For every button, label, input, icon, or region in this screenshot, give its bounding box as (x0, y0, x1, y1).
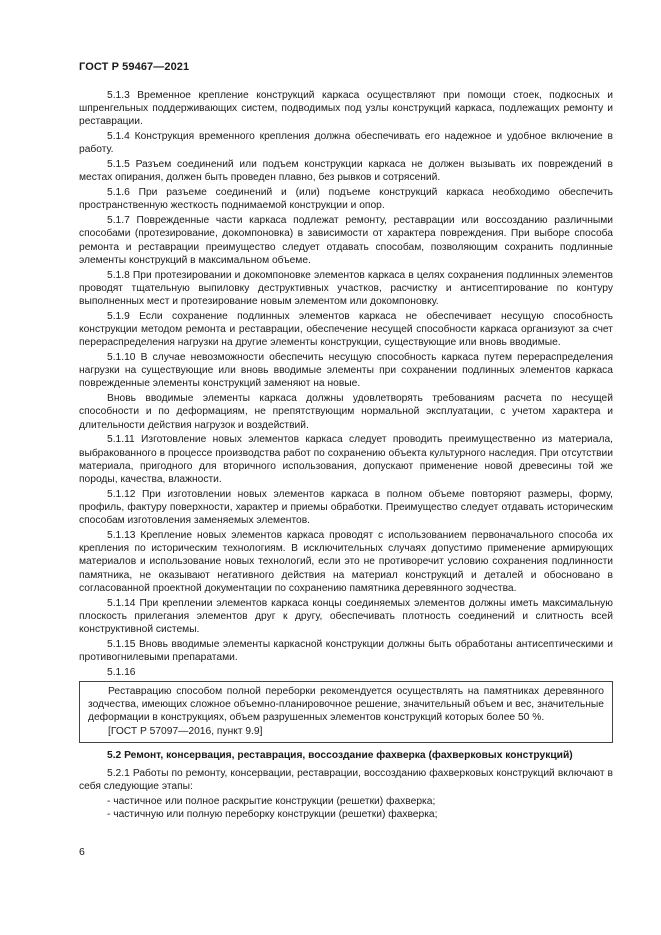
paragraph-5-1-11: 5.1.11 Изготовление новых элементов каркаса следует проводить преимущественно из материала, выбракованного в процессе производства работ по сохранению объекта культурного наследия. При отсутствии материала, пригодного для вторичного использования, допускают применение новой древесины той же породы, качества, влажности. (79, 434, 613, 486)
section-title-5-2: 5.2 Ремонт, консервация, реставрация, воссоздание фахверка (фахверковых конструкций) (107, 749, 573, 761)
list-item: - частичную или полную переборку конструкции (решетки) фахверка; (107, 809, 438, 821)
paragraph-new-elements: Вновь вводимые элементы каркаса должны удовлетворять требованиям расчета по несущей способности и по деформациям, не препятствующим нормальной эксплуатации, с учетом характера и длительности действия нагрузок и воздействий. (79, 393, 613, 431)
paragraph-5-1-13: 5.1.13 Крепление новых элементов каркаса проводят с использованием первоначального способа их крепления по историческим технологиям. В исключительных случаях допустимо применение армирующих материалов и использование новых технологий, если это не противоречит условию сохранения подлинности памятника, не оказывают негативного действия на материал конструкций и деталей и обосновано в согласованной проектной документации по сохранению памятника деревянного зодчества. (79, 530, 613, 594)
paragraph-5-1-4: 5.1.4 Конструкция временного крепления должна обеспечивать его надежное и удобное включение в работу. (79, 131, 613, 156)
paragraph-5-1-9: 5.1.9 Если сохранение подлинных элементов каркаса не обеспечивает несущую способность конструкции методом ремонта и реставрации, обеспечение несущей способности каркаса организуют за счет перераспределения нагрузки на другие элементы конструкции, существующие или вновь вводимые. (79, 310, 613, 349)
note-reference: [ГОСТ Р 57097—2016, пункт 9.9] (108, 725, 263, 737)
paragraph-5-1-8: 5.1.8 При протезировании и докомпоновке элементов каркаса в целях сохранения подлинных элементов проводят тщательную выпиловку деструктивных участков, расчистку и антисептирование по контуру выполненных мест и протезирование новым элементом или докомпоновку. (79, 269, 613, 308)
paragraph-5-1-10: 5.1.10 В случае невозможности обеспечить несущую способность каркаса путем перераспределения нагрузки на существующие или вновь вводимые элементы при сохранении подлинных элементов каркаса поврежденные элементы конструкций заменяют на новые. (79, 352, 613, 390)
paragraph-5-1-14: 5.1.14 При креплении элементов каркаса концы соединяемых элементов должны иметь максимальную плоскость прилегания элементов друг к другу, обеспечивать плотность соединений и слитность всей конструктивной системы. (79, 597, 613, 636)
paragraph-5-1-5: 5.1.5 Разъем соединений или подъем конструкции каркаса не должен вызывать их повреждений в местах опирания, должен быть проведен плавно, без рывков и сотрясений. (79, 159, 613, 184)
page-number: 6 (79, 846, 85, 858)
list-item: - частичное или полное раскрытие конструкции (решетки) фахверка; (107, 796, 436, 808)
document-body (79, 89, 613, 821)
standard-header: ГОСТ Р 59467—2021 (79, 61, 190, 73)
quoted-note-box (79, 681, 613, 743)
paragraph-5-1-7: 5.1.7 Поврежденные части каркаса подлежат ремонту, реставрации или воссозданию различными способами (протезирование, докомпоновка) в зависимости от характера повреждения. При выборе способа ремонта и реставрации преимущество следует отдавать способам, позволяющим сохранить подлинные элементы конструкций в максимальном объеме. (79, 215, 613, 266)
paragraph-5-2-1: 5.2.1 Работы по ремонту, консервации, реставрации, воссозданию фахверковых конструкций включают в себя следующие этапы: (79, 768, 613, 793)
note-text: Реставрацию способом полной переборки рекомендуется осуществлять на памятниках деревянного зодчества, имеющих сложное объемно-планировочное решение, значительный объем и вес, значительные деформации в конструкциях, объем разрушенных элементов конструкций которых более 50 %. (88, 686, 604, 724)
paragraph-5-1-15: 5.1.15 Вновь вводимые элементы каркасной конструкции должны быть обработаны антисептическими и противогнилевыми препаратами. (79, 638, 613, 664)
paragraph-5-1-6: 5.1.6 При разъеме соединений и (или) подъеме конструкций каркаса необходимо обеспечить пространственную жесткость поднимаемой конструкции и опор. (79, 187, 613, 212)
paragraph-5-1-3: 5.1.3 Временное крепление конструкций каркаса осуществляют при помощи стоек, подкосных и шпренгельных поддерживающих систем, подводимых под узлы конструкций каркаса, подлежащих ремонту и реставрации. (79, 90, 613, 128)
paragraph-5-1-12: 5.1.12 При изготовлении новых элементов каркаса в полном объеме повторяют размеры, форму, профиль, фактуру поверхности, характер и приемы обработки. Преимущество следует отдавать историческим способам изготовления заменяемых элементов. (79, 488, 613, 527)
paragraph-5-1-16: 5.1.16 (107, 666, 136, 678)
